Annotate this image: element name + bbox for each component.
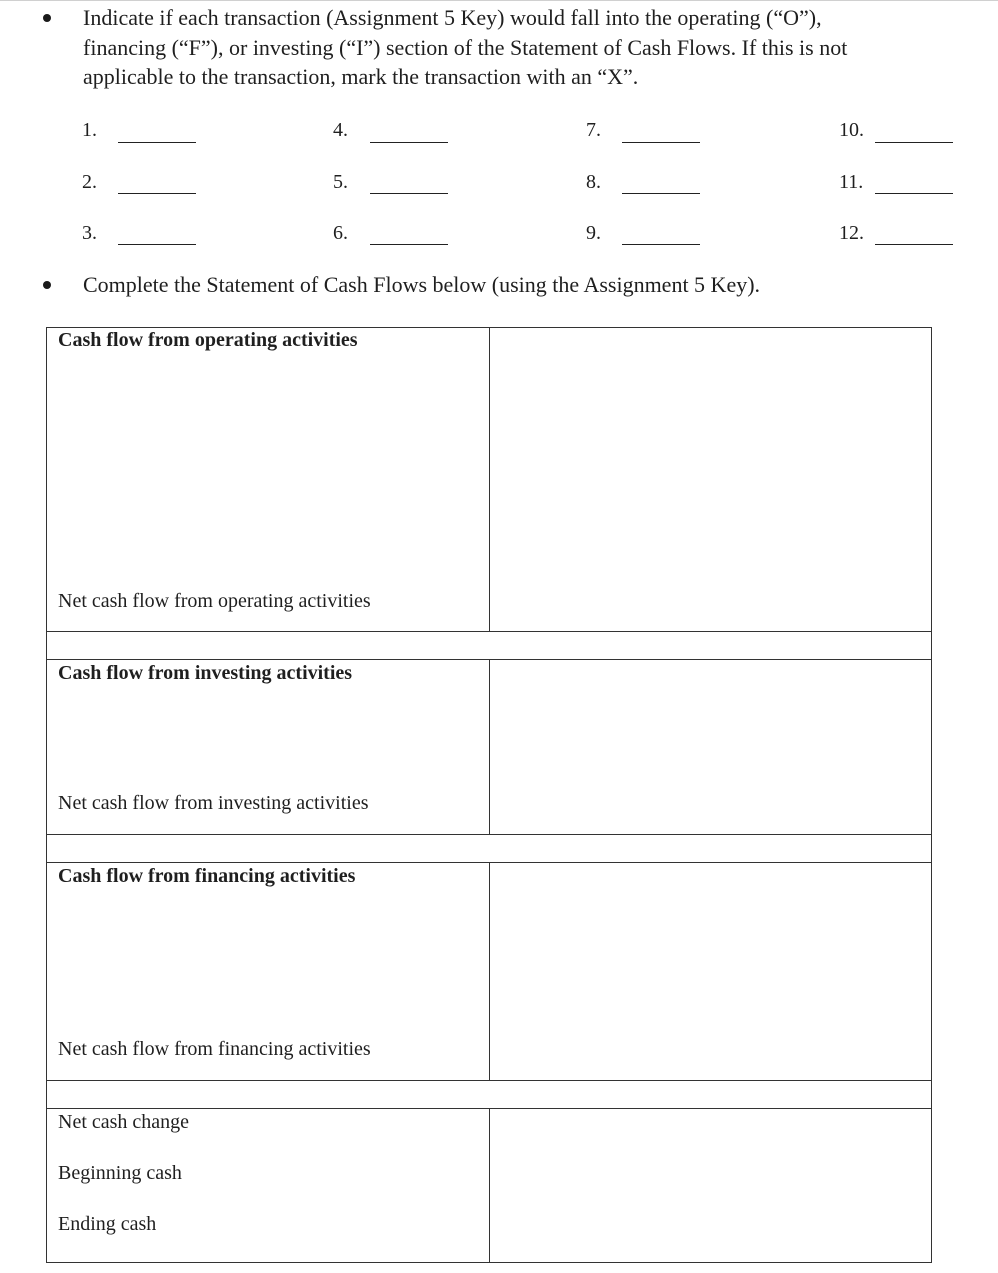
transaction-number: 12. [839, 222, 864, 244]
transaction-number: 4. [333, 119, 348, 141]
column-divider [489, 863, 490, 1080]
operating-net-label: Net cash flow from operating activities [58, 590, 371, 612]
answer-blank-10[interactable] [875, 142, 953, 143]
column-divider [489, 328, 490, 631]
transaction-number: 1. [82, 119, 97, 141]
transaction-number: 8. [586, 171, 601, 193]
instruction-2: Complete the Statement of Cash Flows below (using the Assignment 5 Key). [83, 272, 761, 297]
instruction-line-3: applicable to the transaction, mark the transaction with an “X”. [83, 64, 639, 89]
answer-blank-4[interactable] [370, 142, 448, 143]
answer-blank-2[interactable] [118, 193, 196, 194]
instruction-line-2: financing (“F”), or investing (“I”) section of the Statement of Cash Flows. If this is not [83, 34, 848, 60]
answer-blank-7[interactable] [622, 142, 700, 143]
answer-blank-11[interactable] [875, 193, 953, 194]
page-top-rule [0, 0, 998, 1]
ending-cash-label: Ending cash [58, 1213, 157, 1235]
answer-blank-12[interactable] [875, 244, 953, 245]
transaction-number: 6. [333, 222, 348, 244]
transaction-number: 3. [82, 222, 97, 244]
investing-net-label: Net cash flow from investing activities [58, 792, 369, 814]
column-divider [489, 660, 490, 834]
net-cash-change-label: Net cash change [58, 1111, 190, 1133]
answer-blank-5[interactable] [370, 193, 448, 194]
investing-header: Cash flow from investing activities [58, 662, 353, 684]
spacer-row [46, 1080, 932, 1109]
answer-blank-9[interactable] [622, 244, 700, 245]
spacer-row [46, 631, 932, 660]
column-divider [489, 1109, 490, 1262]
bullet-marker [43, 281, 51, 289]
instruction-line-1: Indicate if each transaction (Assignment 5 Key) would fall into the operating (“O”), [83, 5, 822, 30]
transaction-number: 2. [82, 171, 97, 193]
bullet-marker [43, 14, 51, 22]
answer-blank-6[interactable] [370, 244, 448, 245]
transaction-number: 5. [333, 171, 348, 193]
transaction-number: 11. [839, 171, 864, 193]
spacer-row [46, 834, 932, 863]
operating-header: Cash flow from operating activities [58, 329, 358, 351]
financing-header: Cash flow from financing activities [58, 865, 356, 887]
beginning-cash-label: Beginning cash [58, 1162, 182, 1184]
operating-section [46, 327, 932, 632]
answer-blank-8[interactable] [622, 193, 700, 194]
transaction-number: 7. [586, 119, 601, 141]
transaction-number: 9. [586, 222, 601, 244]
answer-blank-1[interactable] [118, 142, 196, 143]
answer-blank-3[interactable] [118, 244, 196, 245]
instruction-paragraph [83, 3, 963, 92]
transaction-number: 10. [839, 119, 864, 141]
financing-net-label: Net cash flow from financing activities [58, 1038, 371, 1060]
